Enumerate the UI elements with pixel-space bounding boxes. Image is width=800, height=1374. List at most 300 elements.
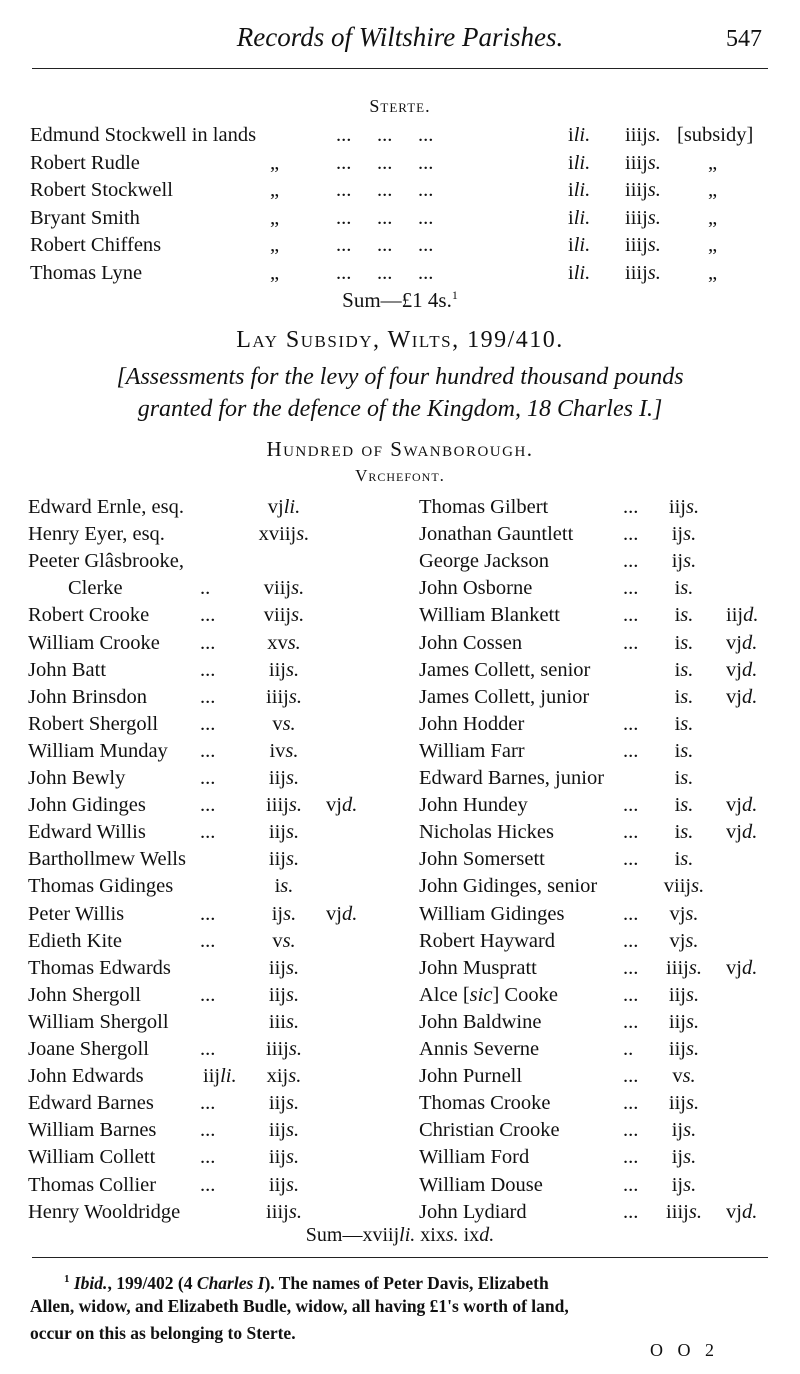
sterte-shillings-num: iiij: [625, 124, 648, 146]
sterte-pounds-num: i: [568, 234, 574, 256]
page-number: 547: [726, 26, 762, 52]
entry-name: Jonathan Gauntlett: [419, 523, 574, 546]
entry-pence-num: vj: [726, 685, 742, 708]
entry-amount: [652, 765, 716, 792]
entry-amount: [652, 873, 716, 900]
entry-amount-unit: s.: [280, 875, 294, 898]
entry-pence-unit: d.: [741, 631, 758, 654]
entry-dots: ..: [623, 1038, 634, 1060]
entry-name: John Brinsdon: [28, 685, 148, 708]
sterte-pounds-num: i: [568, 179, 574, 201]
entry-amount-num: iij: [268, 658, 286, 681]
entry-amount-num: i: [674, 712, 681, 735]
entry-amount-num: ij: [671, 1173, 684, 1196]
entry-amount: [652, 575, 716, 602]
sterte-row: [0, 232, 800, 259]
sterte-name: Thomas Lyne: [30, 261, 143, 284]
entry-amount-num: i: [674, 794, 681, 817]
entry-amount-num: iiij: [266, 1200, 289, 1223]
entry-name: Joane Shergoll: [28, 1038, 149, 1060]
entry-amount-num: iij: [268, 956, 286, 979]
entry-amount-unit: s.: [680, 631, 694, 654]
entry-dots: ...: [623, 631, 639, 654]
sterte-dots: ... ... ...: [336, 124, 434, 146]
sterte-note: „: [708, 179, 718, 201]
sterte-shillings-unit: s.: [647, 151, 661, 174]
entry-dots: ...: [623, 1065, 639, 1088]
entry-amount-num: i: [674, 848, 681, 871]
entry-amount-unit: s.: [680, 712, 694, 735]
entry-amount-num: i: [674, 577, 681, 600]
entry-dots: ...: [200, 929, 216, 952]
entry-dots: ...: [623, 577, 639, 600]
entry-amount-num: iiij: [266, 794, 289, 817]
entry-amount-unit: s.: [283, 902, 297, 925]
entry-amount-unit: s.: [680, 821, 694, 844]
sterte-shillings: [625, 150, 661, 177]
entry-amount-unit: s.: [685, 929, 699, 952]
sterte-pounds: [568, 150, 590, 177]
entry-amount-num: i: [674, 685, 681, 708]
sterte-shillings-num: iiij: [625, 261, 648, 284]
entry-amount-num: ij: [671, 550, 684, 573]
sterte-name: Robert Stockwell: [30, 179, 173, 201]
entry-amount-num: iij: [268, 1119, 286, 1142]
entry-dots: ...: [623, 1119, 639, 1142]
entry-dots: ...: [623, 821, 639, 844]
entry-name: William Munday: [28, 739, 168, 762]
entry-amount: [652, 1144, 716, 1171]
entry-name: Henry Eyer, esq.: [28, 523, 165, 546]
right-list-row: [0, 1199, 800, 1226]
right-list-row: [0, 1172, 800, 1199]
right-list-row: [0, 630, 800, 657]
sterte-note: [subsidy]: [677, 124, 754, 146]
entry-amount-unit: s.: [683, 550, 697, 573]
entry-name: John Bewly: [28, 767, 126, 789]
entry-amount-unit: s.: [680, 767, 694, 789]
lay-subsidy-subtitle-2: granted for the defence of the Kingdom, 18 Charles I.]: [137, 396, 663, 422]
entry-amount: [652, 792, 716, 819]
entry-amount-num: iiij: [666, 956, 689, 979]
entry-pence-num: vj: [726, 956, 742, 979]
entry-amount: [652, 1063, 716, 1090]
entry-name: John Baldwine: [419, 1010, 542, 1033]
sterte-shillings: [625, 260, 661, 287]
entry-name: William Ford: [419, 1146, 530, 1169]
entry-amount-num: xviij: [258, 523, 297, 546]
sterte-shillings-num: iiij: [625, 179, 648, 201]
entry-amount-unit: s.: [683, 1173, 697, 1196]
entry-pounds-unit: li.: [220, 1065, 237, 1088]
entry-amount-unit: s.: [296, 523, 310, 546]
entry-dots: ...: [200, 1146, 216, 1169]
entry-amount-unit: s.: [680, 848, 694, 871]
sterte-pounds: [568, 177, 590, 204]
right-list-row: [0, 602, 800, 629]
entry-pence-num: iij: [726, 604, 744, 627]
entry-dots: ...: [623, 848, 639, 871]
entry-name: William Crooke: [28, 631, 160, 654]
entry-name: James Collett, senior: [419, 658, 591, 681]
sterte-row: [0, 260, 800, 287]
entry-amount-unit: s.: [683, 523, 697, 546]
entry-dots: ...: [200, 658, 216, 681]
entry-amount: [652, 548, 716, 575]
entry-amount-num: iij: [668, 1038, 686, 1060]
footnote-rule: [32, 1257, 768, 1258]
entry-amount-unit: s.: [288, 794, 302, 817]
entry-amount: [652, 711, 716, 738]
entry-dots: ...: [200, 712, 216, 735]
entry-pence-num: vj: [326, 794, 342, 817]
entry-name: John Muspratt: [419, 956, 537, 979]
entry-amount-num: i: [674, 604, 681, 627]
entry-amount-num: iij: [268, 1146, 286, 1169]
sterte-note: „: [708, 261, 718, 284]
entry-amount-num: vj: [669, 902, 686, 925]
entry-amount-unit: s.: [285, 1092, 300, 1115]
entry-pence-num: vj: [326, 902, 342, 925]
entry-amount-num: iij: [268, 983, 286, 1006]
sterte-dots: ... ... ...: [336, 206, 434, 229]
entry-amount-unit: s.: [282, 712, 296, 735]
sterte-pounds-num: i: [568, 151, 574, 174]
right-list-row: [0, 684, 800, 711]
entry-amount-unit: s.: [288, 1065, 302, 1088]
lay-subsidy-subtitle-1: [Assessments for the levy of four hundred thousand pounds: [116, 364, 684, 390]
entry-pence-unit: d.: [741, 794, 758, 817]
entry-dots: ...: [623, 1173, 639, 1196]
entry-pence-unit: d.: [741, 1200, 758, 1223]
sterte-pounds-num: i: [568, 261, 574, 284]
entry-name: Thomas Gidinges: [28, 875, 174, 898]
entry-name: Nicholas Hickes: [419, 821, 554, 844]
entry-amount-num: viij: [663, 875, 692, 898]
entry-name: Thomas Crooke: [419, 1092, 551, 1115]
right-list-row: [0, 1063, 800, 1090]
entry-dots: ...: [623, 496, 639, 518]
entry-dots: ...: [623, 1146, 639, 1169]
sterte-shillings-unit: s.: [647, 206, 661, 229]
sterte-dots: ... ... ...: [336, 151, 434, 174]
entry-amount: [652, 928, 716, 955]
entry-name: Robert Shergoll: [28, 712, 159, 735]
sterte-name: Edmund Stockwell in lands: [30, 124, 257, 146]
entry-name-part: ] Cooke: [492, 983, 558, 1006]
entry-pence-num: vj: [726, 658, 742, 681]
entry-amount-num: xv: [267, 631, 288, 654]
entry-amount-unit: s.: [291, 604, 305, 627]
entry-amount: [652, 1199, 716, 1226]
vrchefont-sum-li: li.: [399, 1224, 416, 1246]
sterte-row: [0, 177, 800, 204]
entry-name-sic: sic: [469, 983, 493, 1006]
right-list-row: [0, 575, 800, 602]
entry-amount-unit: s.: [685, 983, 700, 1006]
entry-dots: ...: [200, 767, 216, 789]
entry-name: John Cossen: [419, 631, 523, 654]
vrchefont-sum-s: s.: [445, 1224, 459, 1246]
entry-amount: [652, 738, 716, 765]
entry-pence-num: vj: [726, 794, 742, 817]
entry-dots: ...: [623, 794, 639, 817]
entry-dots: ...: [200, 1092, 216, 1115]
header-rule: [32, 68, 768, 69]
right-list-row: [0, 1090, 800, 1117]
entry-name: George Jackson: [419, 550, 549, 573]
entry-amount-unit: s.: [680, 604, 694, 627]
entry-name: Edieth Kite: [28, 929, 122, 952]
sterte-row: [0, 122, 800, 149]
entry-amount-unit: li.: [283, 496, 301, 518]
entry-amount-unit: s.: [682, 1065, 696, 1088]
entry-amount: [652, 1172, 716, 1199]
entry-amount: [652, 684, 716, 711]
entry-dots: ...: [623, 739, 639, 762]
entry-dots: ...: [623, 550, 639, 573]
entry-amount: [652, 1117, 716, 1144]
entry-amount-unit: s.: [685, 496, 700, 518]
sterte-heading: Sterte.: [369, 96, 431, 116]
entry-dots: ...: [200, 1173, 216, 1196]
entry-amount-num: i: [674, 658, 681, 681]
entry-name: Robert Crooke: [28, 604, 150, 627]
entry-amount-num: viij: [263, 604, 292, 627]
entry-name: John Gidinges: [28, 794, 146, 817]
entry-amount-unit: s.: [685, 1092, 700, 1115]
entry-amount-unit: s.: [285, 1173, 300, 1196]
sterte-pounds: [568, 232, 590, 259]
right-list-row: [0, 792, 800, 819]
entry-amount-num: i: [674, 631, 681, 654]
footnote-ibid: Ibid.: [73, 1272, 108, 1293]
sterte-shillings-num: iiij: [625, 234, 648, 256]
entry-amount: [652, 1090, 716, 1117]
entry-amount-unit: s.: [285, 1119, 300, 1142]
sterte-pounds-unit: li.: [573, 234, 591, 256]
entry-name: William Douse: [419, 1173, 543, 1196]
sterte-pounds: [568, 260, 590, 287]
entry-name: William Collett: [28, 1146, 156, 1169]
entry-amount-num: v: [272, 712, 283, 735]
entry-dots: ...: [200, 902, 216, 925]
entry-amount-unit: s.: [285, 658, 300, 681]
footnote-charles: Charles I: [196, 1272, 265, 1293]
running-title: Records of Wiltshire Parishes.: [236, 22, 564, 52]
entry-amount: [652, 657, 716, 684]
right-list-row: [0, 982, 800, 1009]
sterte-shillings-unit: s.: [647, 234, 661, 256]
sterte-ditto: „: [270, 151, 280, 174]
sterte-pounds-num: i: [568, 206, 574, 229]
entry-amount-num: ij: [671, 523, 684, 546]
entry-dots: ...: [623, 712, 639, 735]
entry-amount-num: iij: [668, 496, 686, 518]
entry-pence: [726, 819, 757, 846]
entry-name: Henry Wooldridge: [28, 1200, 181, 1223]
right-list-row: [0, 738, 800, 765]
entry-amount-unit: s.: [685, 1010, 700, 1033]
entry-dots: ...: [200, 604, 216, 627]
entry-pence-num: vj: [726, 1200, 742, 1223]
entry-amount-num: v: [672, 1065, 683, 1088]
entry-amount-unit: s.: [691, 875, 705, 898]
entry-name: John Edwards: [28, 1065, 144, 1088]
entry-name-part: Alce [: [419, 983, 470, 1006]
entry-amount-unit: s.: [291, 577, 305, 600]
right-list-row: [0, 873, 800, 900]
entry-dots: ...: [200, 983, 216, 1006]
hundred-heading: Hundred of Swanborough.: [266, 437, 534, 461]
entry-amount: [652, 602, 716, 629]
right-list-row: [0, 765, 800, 792]
sterte-ditto: „: [270, 206, 280, 229]
entry-amount-unit: s.: [688, 1200, 702, 1223]
entry-name: John Gidinges, senior: [419, 875, 598, 898]
entry-amount-unit: s.: [683, 1146, 697, 1169]
entry-name: John Hundey: [419, 794, 528, 817]
sterte-name: Robert Chiffens: [30, 234, 162, 256]
entry-amount-num: iv: [269, 739, 286, 762]
vrchefont-sum: [0, 1224, 800, 1247]
entry-amount-unit: s.: [685, 902, 699, 925]
sterte-row: [0, 205, 800, 232]
entry-pence: [726, 955, 757, 982]
signature-mark: O O 2: [650, 1340, 719, 1360]
vrchefont-sum-mid: xix: [415, 1224, 446, 1246]
sterte-shillings: [625, 122, 661, 149]
entry-pence: [726, 684, 757, 711]
right-list-row: [0, 548, 800, 575]
entry-name: John Lydiard: [419, 1200, 527, 1223]
right-list-row: [0, 1036, 800, 1063]
vrchefont-sum-prefix: Sum—xviij: [305, 1224, 400, 1246]
entry-dots: ...: [623, 983, 639, 1006]
entry-amount-num: iij: [268, 1092, 286, 1115]
entry-pence-unit: d.: [741, 821, 758, 844]
sterte-shillings-num: iiij: [625, 206, 648, 229]
right-list-row: [0, 819, 800, 846]
entry-amount-num: ij: [671, 1119, 684, 1142]
footnote-line-3: occur on this as belonging to Sterte.: [30, 1323, 296, 1343]
sterte-shillings-unit: s.: [647, 179, 661, 201]
entry-amount-num: iii: [268, 1010, 286, 1033]
right-list-row: [0, 711, 800, 738]
sterte-ditto: „: [270, 179, 280, 201]
vrchefont-sum-mid2: ix: [458, 1224, 480, 1246]
entry-pence-unit: d.: [741, 685, 758, 708]
right-list-row: [0, 1009, 800, 1036]
entry-name: Edward Barnes: [28, 1092, 154, 1115]
entry-dots: ...: [200, 739, 216, 762]
entry-name: John Osborne: [419, 577, 533, 600]
right-list-row: [0, 521, 800, 548]
entry-amount-num: iij: [668, 983, 686, 1006]
right-list-row: [0, 494, 800, 521]
entry-amount-num: vj: [267, 496, 284, 518]
right-list-row: [0, 901, 800, 928]
entry-amount-num: i: [674, 739, 681, 762]
entry-amount: [652, 1009, 716, 1036]
entry-name: William Gidinges: [419, 902, 565, 925]
sterte-pounds-num: i: [568, 124, 574, 146]
entry-pence: [726, 602, 758, 629]
sterte-shillings-unit: s.: [647, 261, 661, 284]
entry-name: John Shergoll: [28, 983, 141, 1006]
entry-amount: [652, 955, 716, 982]
entry-amount-unit: s.: [285, 1146, 300, 1169]
entry-amount-unit: s.: [285, 739, 299, 762]
sterte-pounds-unit: li.: [573, 124, 591, 146]
entry-name: William Barnes: [28, 1119, 157, 1142]
sterte-pounds: [568, 122, 590, 149]
right-list-row: [0, 657, 800, 684]
entry-amount-unit: s.: [285, 983, 300, 1006]
entry-amount-num: iiij: [666, 1200, 689, 1223]
entry-pence: [726, 630, 757, 657]
entry-pence-unit: d.: [341, 902, 358, 925]
entry-amount-num: iiij: [266, 1038, 289, 1060]
entry-dots: ...: [623, 523, 639, 546]
entry-dots: ...: [623, 604, 639, 627]
entry-pence: [726, 657, 757, 684]
entry-dots: ...: [623, 902, 639, 925]
entry-dots: ...: [623, 1010, 639, 1033]
entry-name: Annis Severne: [419, 1038, 540, 1060]
entry-pence-unit: d.: [741, 658, 758, 681]
sterte-shillings: [625, 205, 661, 232]
footnote-rest: ). The names of Peter Davis, Elizabeth: [264, 1272, 549, 1293]
entry-dots: ...: [623, 929, 639, 952]
entry-name: Robert Hayward: [419, 929, 556, 952]
sterte-pounds: [568, 205, 590, 232]
parish-heading: Vrchefont.: [355, 466, 445, 485]
entry-amount-num: vj: [669, 929, 686, 952]
right-list-row: [0, 955, 800, 982]
entry-amount: [652, 1036, 716, 1063]
sterte-note: „: [708, 234, 718, 256]
entry-name: William Farr: [419, 739, 525, 762]
entry-pence-unit: d.: [341, 794, 358, 817]
sterte-row: [0, 150, 800, 177]
entry-dots: ...: [200, 821, 216, 844]
entry-name: Peeter Glâsbrooke,: [28, 550, 184, 573]
entry-dots: ...: [200, 631, 216, 654]
entry-dots: ...: [623, 956, 639, 979]
entry-amount-unit: s.: [287, 631, 301, 654]
entry-dots: ...: [200, 794, 216, 817]
entry-dots: ...: [623, 1200, 639, 1223]
sterte-pounds-unit: li.: [573, 206, 591, 229]
entry-amount-unit: s.: [683, 1119, 697, 1142]
footnote-line-2: Allen, widow, and Elizabeth Budle, widow, all having £1's worth of land,: [30, 1296, 569, 1316]
lay-subsidy-title: Lay Subsidy, Wilts, 199/410.: [236, 327, 564, 353]
sterte-pounds-unit: li.: [573, 261, 591, 284]
sterte-sum-footnote-ref: 1: [451, 288, 458, 302]
sterte-pounds-unit: li.: [573, 151, 591, 174]
entry-amount-num: i: [674, 767, 681, 789]
sterte-sum: [0, 288, 800, 313]
sterte-name: Robert Rudle: [30, 151, 140, 174]
entry-name: Edward Barnes, junior: [419, 767, 605, 789]
entry-pence-num: vj: [726, 821, 742, 844]
entry-name: Barthollmew Wells: [28, 848, 186, 871]
entry-pence-unit: d.: [741, 956, 758, 979]
sterte-dots: ... ... ...: [336, 261, 434, 284]
entry-amount: [652, 819, 716, 846]
entry-amount: [652, 846, 716, 873]
